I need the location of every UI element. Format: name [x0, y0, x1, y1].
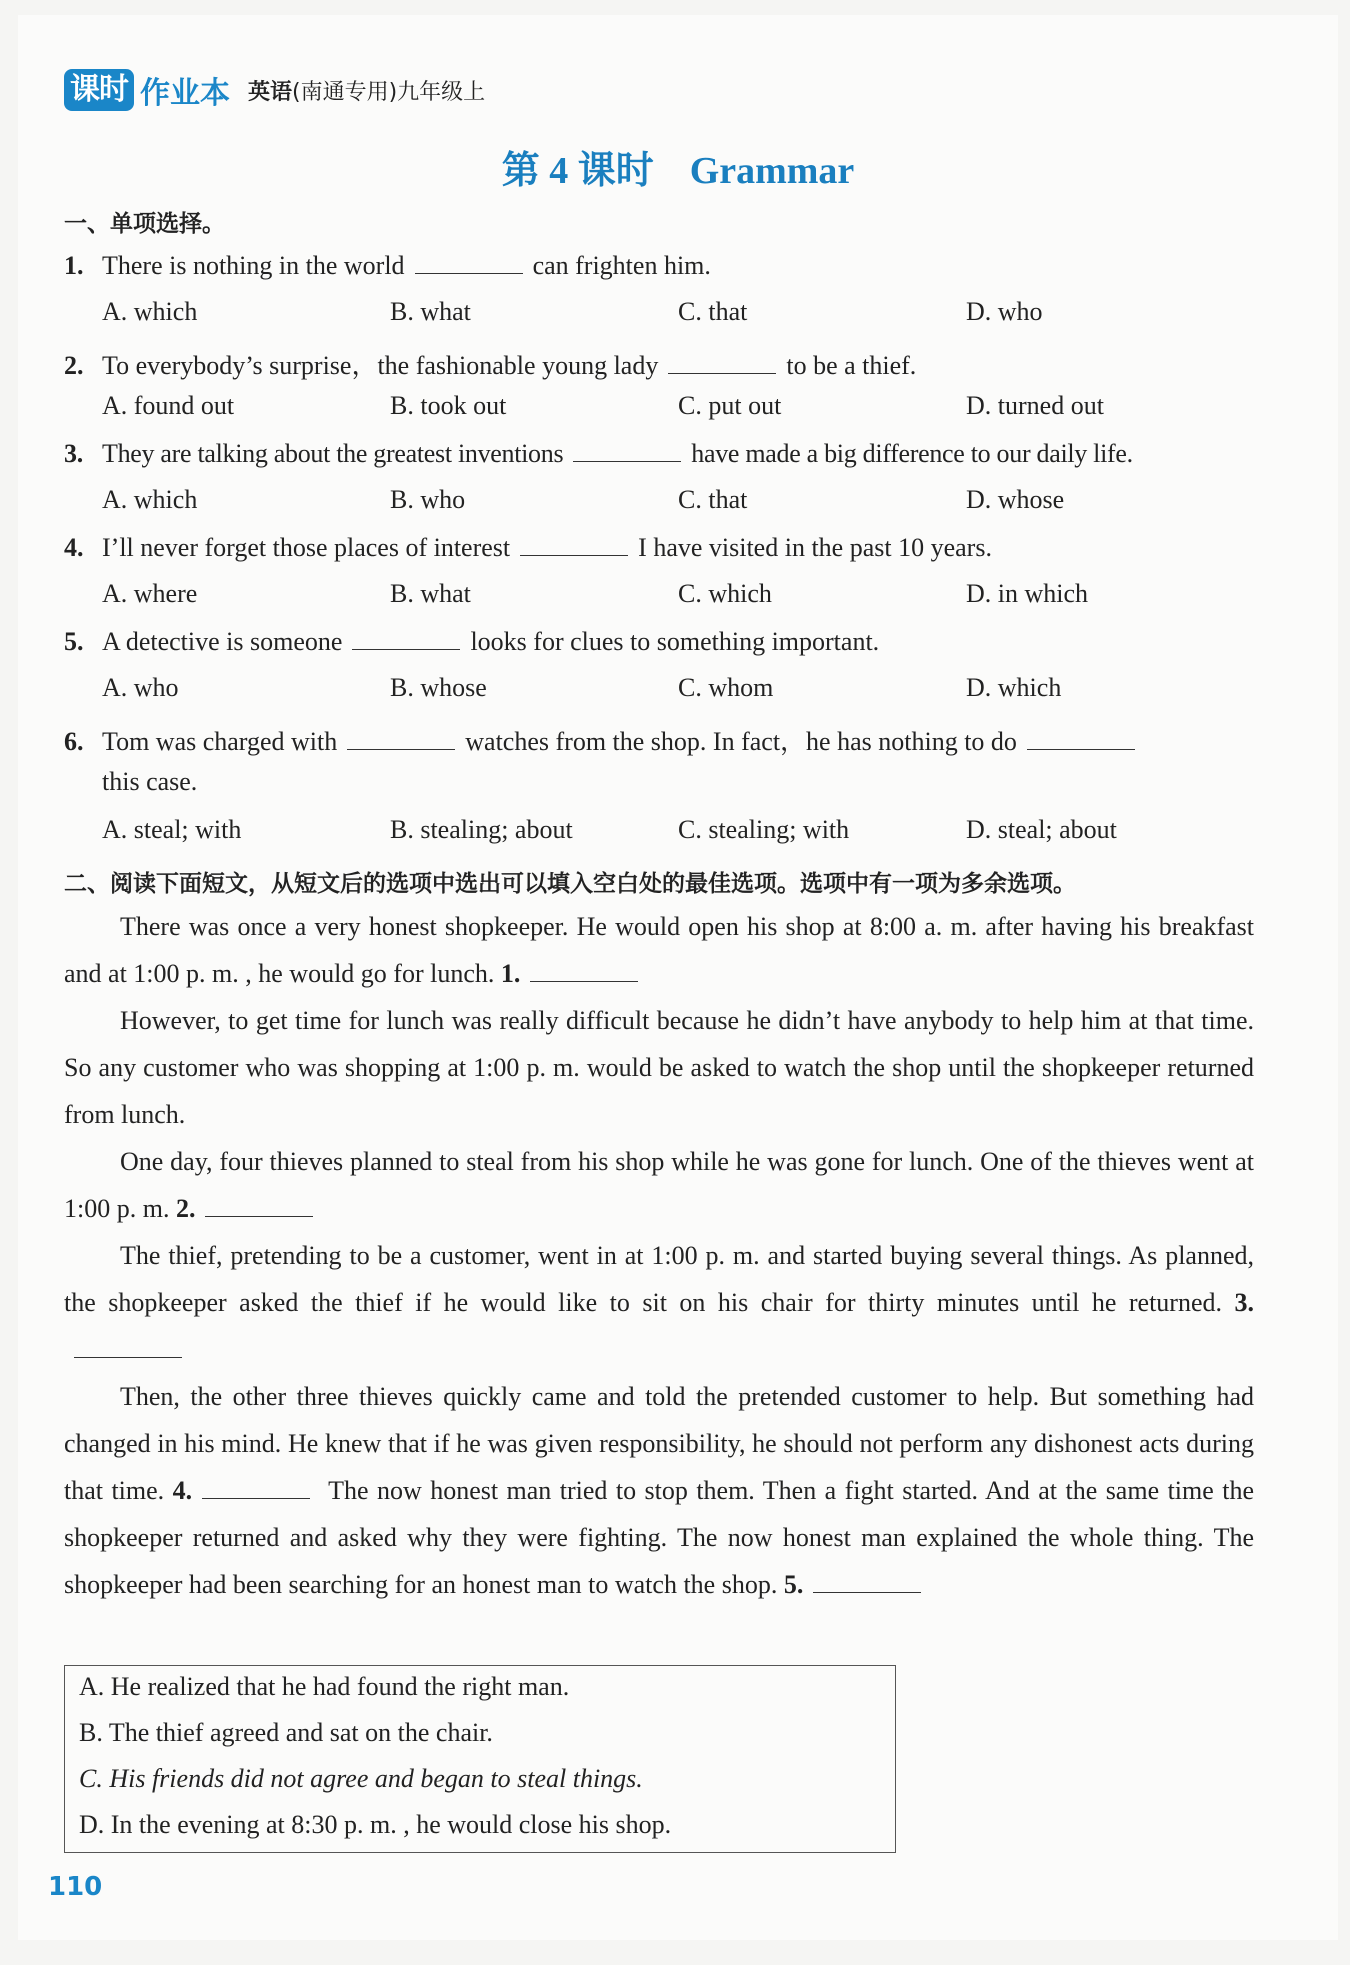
- option-a[interactable]: A. steal; with: [102, 815, 242, 844]
- answer-blank[interactable]: [1027, 727, 1135, 750]
- option-a[interactable]: A. found out: [102, 391, 235, 420]
- answer-blank[interactable]: [813, 1570, 921, 1593]
- option-a[interactable]: A. which: [102, 485, 198, 514]
- blank-number: 3.: [1234, 1288, 1255, 1317]
- question-text-post: have made a big difference to our daily life.: [691, 439, 1133, 468]
- option-d[interactable]: D. turned out: [966, 391, 1104, 420]
- section2-heading: 二、阅读下面短文，从短文后的选项中选出可以填入空白处的最佳选项。选项中有一项为多余选项。: [64, 871, 1076, 897]
- answer-blank[interactable]: [573, 439, 681, 462]
- paragraph-text: The thief, pretending to be a customer, went in at 1:00 p. m. and started buying several things. As planned, the shopkeeper asked the thief if he would like to sit on his chair for thirty minutes until he returned.: [64, 1241, 1254, 1317]
- question-number: 4.: [64, 533, 84, 562]
- answer-blank[interactable]: [74, 1335, 182, 1358]
- option-b[interactable]: B. took out: [390, 391, 507, 420]
- option-c[interactable]: C. stealing; with: [678, 815, 850, 844]
- workbook-page: [18, 15, 1338, 1940]
- page-title: [18, 139, 1338, 194]
- box-option-a[interactable]: A. He realized that he had found the right man.: [79, 1672, 570, 1701]
- question-text-pre: There is nothing in the world: [102, 251, 405, 280]
- question-text-pre: I’ll never forget those places of interest: [102, 533, 511, 562]
- paragraph-text: One day, four thieves planned to steal from his shop while he was gone for lunch. One of the thieves went at 1:00 p. m.: [64, 1147, 1254, 1223]
- answer-options-box: [64, 1665, 896, 1853]
- answer-blank[interactable]: [352, 627, 460, 650]
- page-header: [64, 65, 485, 115]
- question-number: 3.: [64, 439, 83, 468]
- question-6: [64, 721, 1268, 758]
- option-c[interactable]: C. which: [678, 579, 772, 608]
- option-c[interactable]: C. that: [678, 485, 748, 514]
- option-b[interactable]: B. who: [390, 485, 466, 514]
- blank-number: 2.: [175, 1194, 196, 1223]
- passage-paragraph-5: [64, 1373, 1254, 1608]
- subject-detail: (南通专用)九年级上: [292, 79, 486, 105]
- answer-blank[interactable]: [530, 959, 638, 982]
- question-number: 5.: [64, 627, 84, 656]
- box-option-d[interactable]: D. In the evening at 8:30 p. m. , he would close his shop.: [79, 1810, 672, 1839]
- paragraph-text: The now honest man tried to stop them. Then a fight started. And at the same time the shopkeeper returned and asked why they were fighting. The now honest man explained the whole thing. The shopkeeper had been searching for an honest man to watch the shop.: [64, 1476, 1254, 1599]
- question-number: 2.: [64, 351, 84, 380]
- option-a[interactable]: A. which: [102, 297, 198, 326]
- question-3: [64, 439, 1268, 469]
- answer-blank[interactable]: [202, 1476, 310, 1499]
- question-text-pre: They are talking about the greatest inventions: [102, 439, 564, 468]
- question-4: [64, 533, 1268, 563]
- option-b[interactable]: B. whose: [390, 673, 487, 702]
- option-c[interactable]: C. that: [678, 297, 748, 326]
- paragraph-text: However, to get time for lunch was really difficult because he didn’t have anybody to help him at that time. So any customer who was shopping at 1:00 p. m. would be asked to watch the shop until the shopkeeper returned from lunch.: [64, 1006, 1254, 1129]
- option-d[interactable]: D. steal; about: [966, 815, 1117, 844]
- paragraph-text: Then, the other three thieves quickly came and told the pretended customer to help. But something had changed in his mind. He knew that if he was given responsibility, he should not perform any dishonest acts during that time.: [64, 1382, 1254, 1505]
- question-text-pre: A detective is someone: [102, 627, 343, 656]
- blank-number: 4.: [172, 1476, 193, 1505]
- answer-blank[interactable]: [415, 251, 523, 274]
- question-text-post: I have visited in the past 10 years.: [638, 533, 992, 562]
- question-text-post: can frighten him.: [532, 251, 711, 280]
- option-a[interactable]: A. who: [102, 673, 179, 702]
- option-d[interactable]: D. who: [966, 297, 1043, 326]
- lesson-label: 第 4 课时: [501, 150, 654, 192]
- passage-paragraph-4: [64, 1232, 1254, 1373]
- paragraph-text: There was once a very honest shopkeeper. He would open his shop at 8:00 a. m. after having his breakfast and at 1:00 p. m. , he would go for lunch.: [64, 912, 1254, 988]
- question-5: [64, 627, 1268, 657]
- passage-paragraph-3: [64, 1138, 1254, 1232]
- question-text-pre: Tom was charged with: [102, 727, 338, 756]
- brand-logo: [64, 68, 230, 112]
- option-c[interactable]: C. put out: [678, 391, 782, 420]
- option-b[interactable]: B. what: [390, 297, 471, 326]
- option-c[interactable]: C. whom: [678, 673, 774, 702]
- question-2: [64, 345, 1268, 382]
- passage-paragraph-1: [64, 903, 1254, 997]
- option-b[interactable]: B. stealing; about: [390, 815, 573, 844]
- question-text-pre: To everybody’s surprise，the fashionable young lady: [102, 351, 659, 380]
- blank-number: 5.: [783, 1570, 804, 1599]
- topic-label: Grammar: [689, 150, 855, 192]
- answer-blank[interactable]: [205, 1194, 313, 1217]
- option-a[interactable]: A. where: [102, 579, 198, 608]
- section1-heading: 一、单项选择。: [64, 211, 225, 237]
- question-number: 1.: [64, 251, 84, 280]
- logo-box: 课时: [64, 69, 134, 111]
- logo-text: 作业本: [140, 76, 230, 111]
- answer-blank[interactable]: [347, 727, 455, 750]
- subject-label: 英语: [248, 79, 293, 105]
- option-d[interactable]: D. in which: [966, 579, 1089, 608]
- option-d[interactable]: D. which: [966, 673, 1062, 702]
- question-text-post: to be a thief.: [786, 351, 917, 380]
- header-subject: [248, 75, 485, 106]
- passage-paragraph-2: [64, 997, 1254, 1138]
- option-d[interactable]: D. whose: [966, 485, 1065, 514]
- page-number: 110: [48, 1872, 103, 1902]
- blank-number: 1.: [500, 959, 521, 988]
- question-number: 6.: [64, 727, 84, 756]
- box-option-b[interactable]: B. The thief agreed and sat on the chair.: [79, 1718, 493, 1747]
- question-text-post: watches from the shop. In fact，he has nothing to do: [465, 727, 1017, 756]
- box-option-c[interactable]: C. His friends did not agree and began to steal things.: [79, 1764, 643, 1793]
- option-b[interactable]: B. what: [390, 579, 471, 608]
- answer-blank[interactable]: [520, 533, 628, 556]
- answer-blank[interactable]: [668, 351, 776, 374]
- question-1: [64, 251, 1268, 281]
- question-6-continued: this case.: [102, 767, 198, 796]
- question-text-post: looks for clues to something important.: [470, 627, 880, 656]
